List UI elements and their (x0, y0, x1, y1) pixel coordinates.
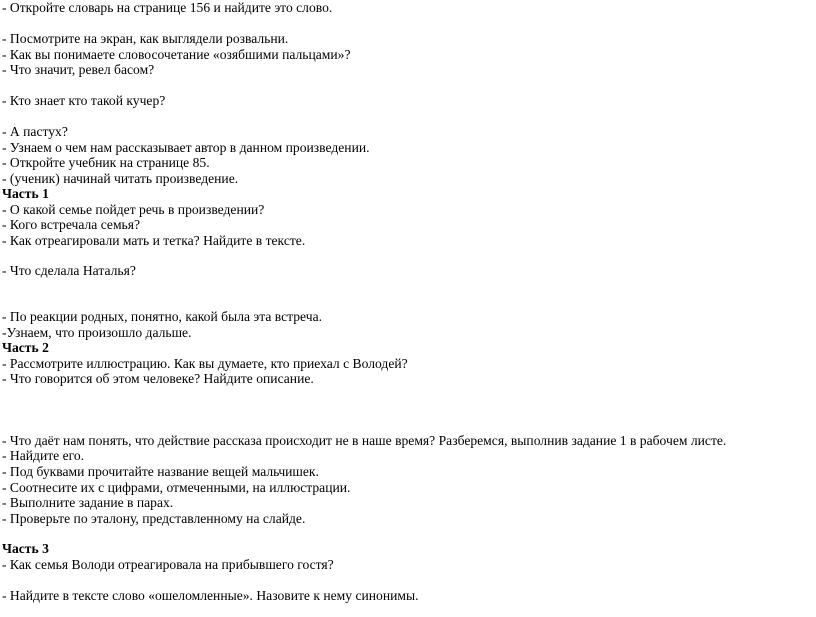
text-line: - О какой семье пойдет речь в произведении? (2, 202, 265, 217)
text-line: - Посмотрите на экран, как выглядели розвальни. (2, 31, 289, 46)
section-heading: Часть 2 (2, 340, 49, 355)
text-line: - Что говорится об этом человеке? Найдите описание. (2, 371, 314, 386)
text-line: - Кого встречала семья? (2, 217, 141, 232)
text-line: - Кто знает кто такой кучер? (2, 93, 166, 108)
text-line: - Под буквами прочитайте название вещей мальчишек. (2, 464, 319, 479)
text-line: - По реакции родных, понятно, какой была эта встреча. (2, 309, 323, 324)
text-line: - Как отреагировали мать и тетка? Найдите в тексте. (2, 233, 306, 248)
text-line: - Что сделала Наталья? (2, 263, 136, 278)
text-line: -Узнаем, что произошло дальше. (2, 325, 192, 340)
section-heading: Часть 3 (2, 541, 49, 556)
text-line: - Соотнесите их с цифрами, отмеченными, на иллюстрации. (2, 480, 351, 495)
text-line: - Рассмотрите иллюстрацию. Как вы думаете, кто приехал с Володей? (2, 356, 408, 371)
text-line: - Как семья Володи отреагировала на прибывшего гостя? (2, 557, 334, 572)
text-line: - А пастух? (2, 124, 68, 139)
text-line: - Выполните задание в парах. (2, 495, 174, 510)
text-line: - Найдите в тексте слово «ошеломленные». Назовите к нему синонимы. (2, 588, 419, 603)
text-line: - Узнаем о чем нам рассказывает автор в данном произведении. (2, 140, 370, 155)
text-line: - Как вы понимаете словосочетание «озябшими пальцами»? (2, 47, 351, 62)
text-line: - Что значит, ревел басом? (2, 62, 155, 77)
text-line: - Найдите его. (2, 448, 85, 463)
section-heading: Часть 1 (2, 186, 49, 201)
text-line: - Что даёт нам понять, что действие рассказа происходит не в наше время? Разберемся, выполнив задание 1 в рабочем листе. (2, 433, 727, 448)
text-line: - Проверьте по эталону, представленному на слайде. (2, 511, 306, 526)
text-line: - (ученик) начинай читать произведение. (2, 171, 239, 186)
text-line: - Откройте учебник на странице 85. (2, 155, 210, 170)
text-line: - Откройте словарь на странице 156 и найдите это слово. (2, 0, 333, 15)
